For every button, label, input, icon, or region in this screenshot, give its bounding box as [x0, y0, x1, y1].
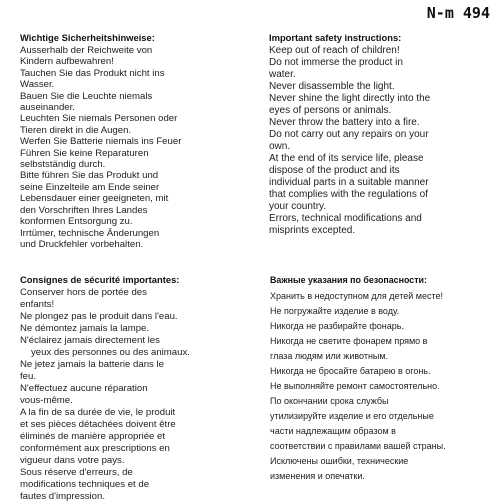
product-code: N-m 494 [426, 4, 490, 22]
text-line: Leuchten Sie niemals Personen oder [20, 113, 178, 125]
text-line: Do not carry out any repairs on your [269, 129, 429, 140]
text-line: eyes of persons or animals. [269, 105, 392, 116]
text-line: Wasser. [20, 79, 55, 91]
text-line: konformen Entsorgung zu. [20, 216, 133, 228]
text-line: Sous réserve d'erreurs, de [20, 467, 133, 478]
text-line: Kindern aufbewahren! [20, 56, 114, 68]
text-line: Bauen Sie die Leuchte niemals [20, 90, 153, 102]
text-line: feu. [20, 371, 37, 382]
safety-block-french [20, 274, 234, 503]
text-line: Никогда не светите фонарем прямо в [270, 336, 428, 346]
block-title: Важные указания по безопасности: [270, 275, 427, 285]
text-line: A la fin de sa durée de vie, le produit [20, 407, 176, 418]
text-line: Исключены ошибки, технические [270, 456, 409, 466]
safety-block-german [20, 32, 234, 250]
text-line: Ausserhalb der Reichweite von [20, 45, 153, 56]
text-line: own. [269, 141, 291, 152]
text-line: Conserver hors de portée des [20, 287, 147, 298]
text-line: conformément aux prescriptions en [20, 443, 170, 454]
text-line: Никогда не разбирайте фонарь. [270, 321, 404, 331]
text-line: Irrtümer, technische Änderungen [20, 227, 160, 239]
block-title: Important safety instructions: [269, 32, 402, 43]
text-line: water. [269, 69, 296, 80]
text-line: Ne jetez jamais la batterie dans le [20, 359, 164, 370]
text-line: selbstständig durch. [20, 159, 106, 171]
text-line: Führen Sie keine Reparaturen [20, 147, 149, 159]
text-line: Tauchen Sie das Produkt nicht ins [20, 67, 165, 79]
text-line: modifications techniques et de [20, 479, 150, 490]
text-line: und Druckfehler vorbehalten. [20, 238, 144, 250]
text-line: глаза людям или животным. [270, 351, 389, 361]
text-line: Tieren direkt in die Augen. [20, 124, 132, 136]
block-title: Wichtige Sicherheitshinweise: [20, 32, 155, 43]
text-line: части надлежащим образом в [270, 426, 396, 436]
text-line: Keep out of reach of children! [269, 45, 400, 56]
safety-block-english [269, 32, 484, 237]
text-line: Errors, technical modifications and [269, 213, 422, 224]
text-line: Never throw the battery into a fire. [269, 117, 420, 128]
text-line: Не выполняйте ремонт самостоятельно. [270, 381, 440, 391]
block-title: Consignes de sécurité importantes: [20, 274, 180, 285]
text-line: N'éclairez jamais directement les [20, 335, 160, 346]
text-line: N'effectuez aucune réparation [20, 383, 148, 394]
text-line: yeux des personnes ou des animaux. [31, 347, 190, 358]
text-line: Хранить в недоступном для детей месте! [270, 291, 444, 301]
text-line: Lebensdauer einer geeigneten, mit [20, 193, 169, 205]
text-line: dispose of the product and its [269, 165, 400, 176]
text-line: По окончании срока службы [270, 396, 389, 406]
text-line: Ne plongez pas le produit dans l'eau. [20, 311, 178, 322]
text-line: Никогда не бросайте батарею в огонь. [270, 366, 431, 376]
text-line: enfants! [20, 299, 55, 310]
text-line: Never shine the light directly into the [269, 93, 431, 104]
text-line: misprints excepted. [269, 225, 356, 236]
text-line: утилизируйте изделие и его отдельные [270, 411, 434, 421]
text-line: Bitte führen Sie das Produkt und [20, 170, 159, 182]
text-line: vigueur dans votre pays. [20, 455, 125, 466]
text-line: your country. [269, 201, 327, 212]
text-line: that complies with the regulations of [269, 189, 428, 200]
text-line: fautes d'impression. [20, 491, 106, 502]
text-line: vous-même. [20, 395, 73, 406]
text-line: individual parts in a suitable manner [269, 177, 429, 188]
text-line: At the end of its service life, please [269, 153, 424, 164]
text-line: seine Einzelteile am Ende seiner [20, 181, 160, 193]
text-line: Не погружайте изделие в воду. [270, 306, 400, 316]
text-line: соответствии с правилами вашей страны. [270, 441, 446, 451]
text-line: Ne démontez jamais la lampe. [20, 323, 150, 334]
text-line: Never disassemble the light. [269, 81, 395, 92]
text-line: et ses pièces détachées doivent être [20, 419, 176, 430]
text-line: Do not immerse the product in [269, 57, 403, 68]
text-line: Werfen Sie Batterie niemals ins Feuer [20, 136, 182, 148]
text-line: den Vorschriften Ihres Landes [20, 204, 148, 216]
text-line: auseinander. [20, 102, 75, 114]
text-line: éliminés de manière appropriée et [20, 431, 166, 442]
safety-block-russian [270, 274, 488, 484]
text-line: изменения и опечатки. [270, 471, 365, 481]
